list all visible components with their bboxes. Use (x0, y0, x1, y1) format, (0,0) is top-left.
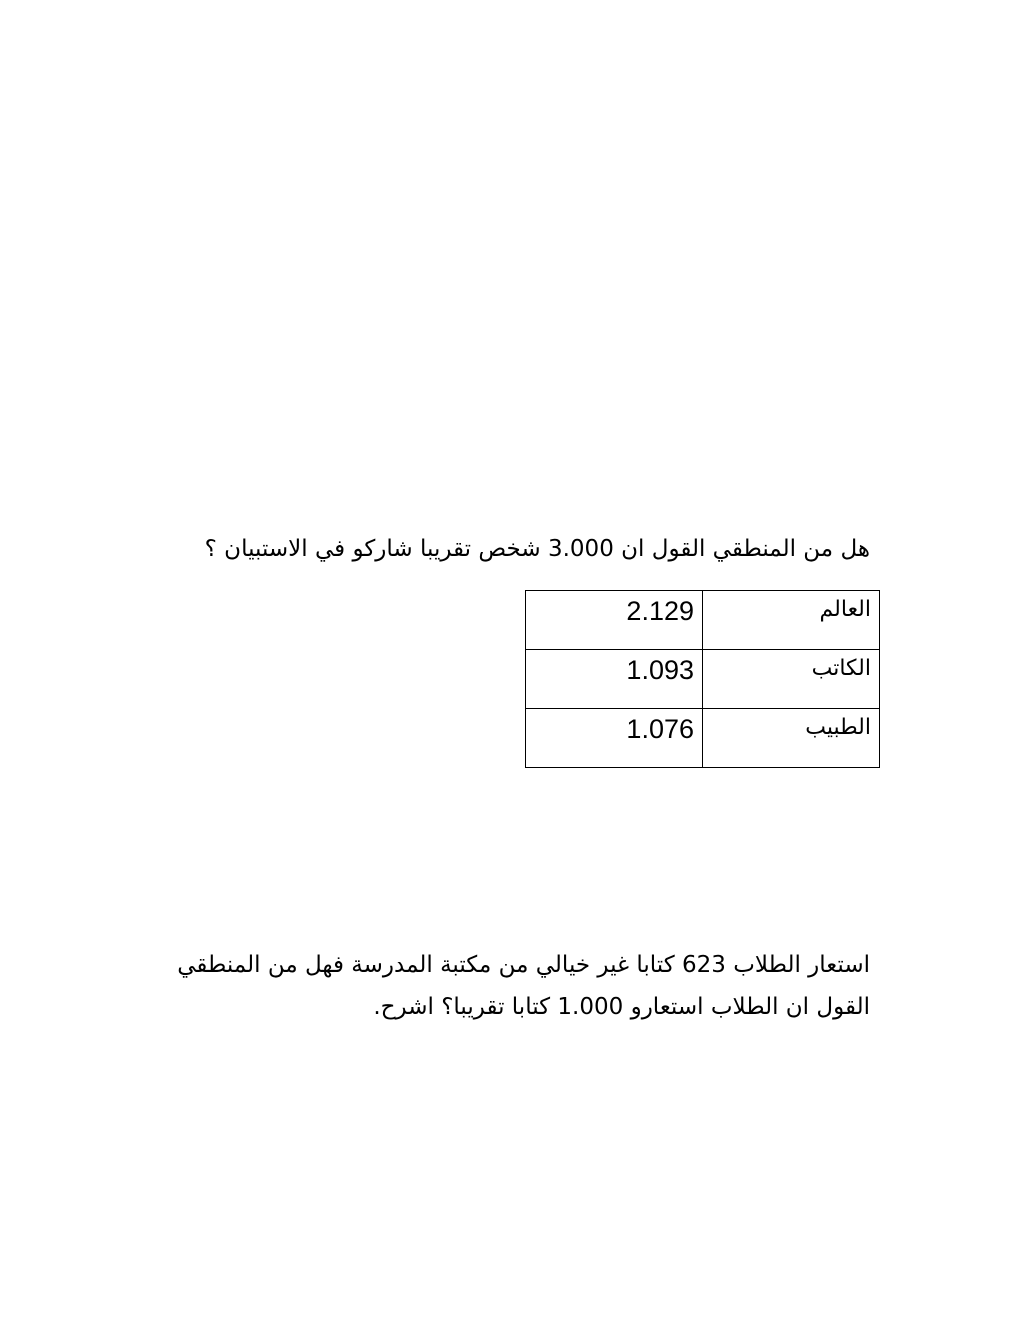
table-row (526, 591, 880, 650)
table-row (526, 709, 880, 768)
question-2-line-1: استعار الطلاب 623 كتابا غير خيالي من مكتبة المدرسة فهل من المنطقي (177, 952, 870, 978)
row-label-cell: الطبيب (703, 709, 880, 768)
row-label-cell: العالم (703, 591, 880, 650)
table-row (526, 650, 880, 709)
survey-table (525, 590, 880, 768)
question-1-text: هل من المنطقي القول ان 3.000 شخص تقريبا شاركو في الاستبيان ؟ (204, 536, 870, 562)
row-value-cell: 2.129 (526, 591, 703, 650)
row-label-cell: الكاتب (703, 650, 880, 709)
question-2-line-2: القول ان الطلاب استعارو 1.000 كتابا تقريبا؟ اشرح. (373, 994, 870, 1020)
question-2 (177, 944, 870, 1028)
row-value-cell: 1.076 (526, 709, 703, 768)
row-value-cell: 1.093 (526, 650, 703, 709)
